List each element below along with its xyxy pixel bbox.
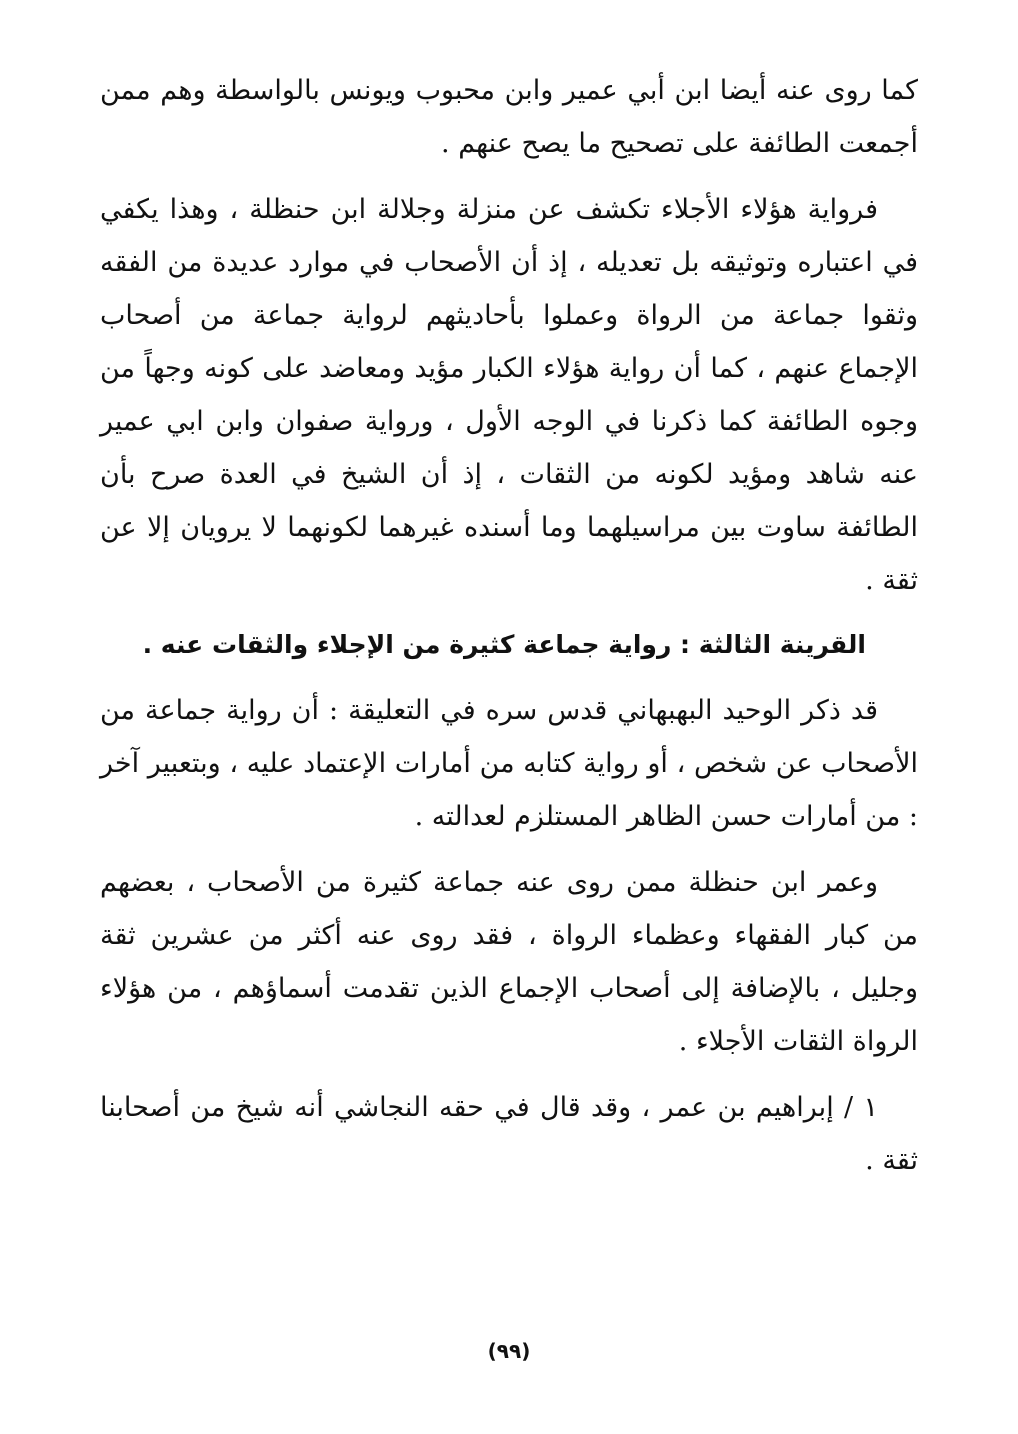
section-heading: القرينة الثالثة : رواية جماعة كثيرة من الإجلاء والثقات عنه . xyxy=(142,630,866,659)
body-text xyxy=(100,64,918,1200)
page-number: (٩٩) xyxy=(487,1339,531,1363)
paragraph-continuation: كما روى عنه أيضا ابن أبي عمير وابن محبوب ويونس بالواسطة وهم ممن أجمعت الطائفة على تصحيح ما يصح عنهم . xyxy=(100,75,918,159)
paragraph-bahbahani: قد ذكر الوحيد البهبهاني قدس سره في التعليقة : أن رواية جماعة من الأصحاب عن شخص ، أو رواية كتابه من أمارات الإعتماد عليه ، وبتعبير آخر : من أمارات حسن الظاهر المستلزم لعدالته . xyxy=(100,695,918,832)
paragraph-list-item-1: ١ / إبراهيم بن عمر ، وقد قال في حقه النجاشي أنه شيخ من أصحابنا ثقة . xyxy=(100,1092,918,1176)
paragraph-ibn-hanzala: وعمر ابن حنظلة ممن روى عنه جماعة كثيرة من الأصحاب ، بعضهم من كبار الفقهاء وعظماء الرواة ، فقد روى عنه أكثر من عشرين ثقة وجليل ، بالإضافة إلى أصحاب الإجماع الذين تقدمت أسماؤهم ، من هؤلاء الرواة الثقات الأجلاء . xyxy=(100,867,918,1057)
paragraph-narration-analysis: فرواية هؤلاء الأجلاء تكشف عن منزلة وجلالة ابن حنظلة ، وهذا يكفي في اعتباره وتوثيقه بل تعديله ، إذ أن الأصحاب في موارد عديدة من الفقه وثقوا جماعة من الرواة وعملوا بأحاديثهم لرواية جماعة من أصحاب الإجماع عنهم ، كما أن رواية هؤلاء الكبار مؤيد ومعاضد على كونه وجهاً من وجوه الطائفة كما ذكرنا في الوجه الأول ، ورواية صفوان وابن ابي عمير عنه شاهد ومؤيد لكونه من الثقات ، إذ أن الشيخ في العدة صرح بأن الطائفة ساوت بين مراسيلهما وما أسنده غيرهما لكونهما لا يرويان إلا عن ثقة . xyxy=(100,194,919,596)
